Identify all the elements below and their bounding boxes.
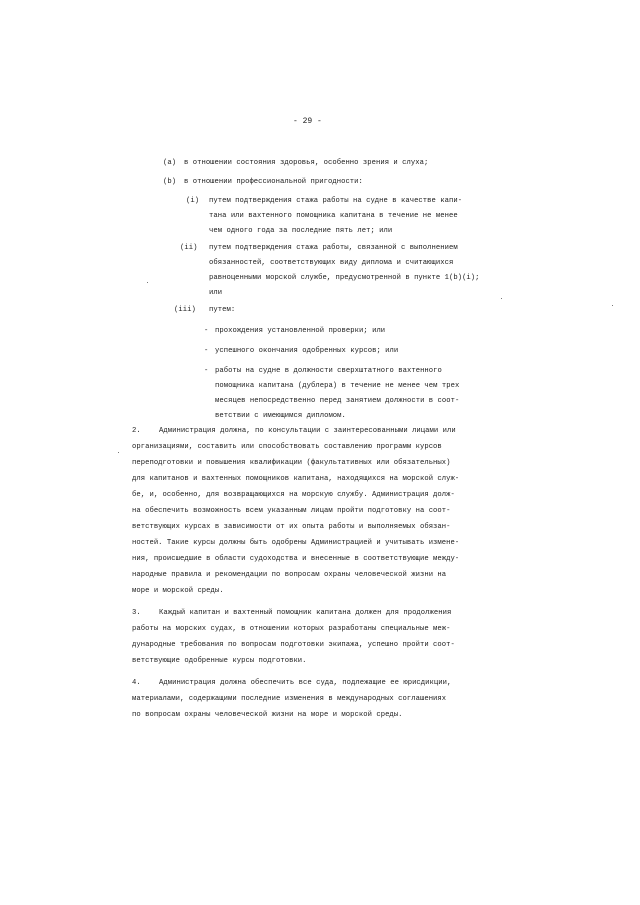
para-2-line: на обеспечить возможность всем указанным лицам пройти подготовку на соот- — [132, 507, 451, 515]
scan-speck — [501, 298, 502, 299]
para-3-number: 3. — [132, 609, 141, 617]
para-3-line: ветствующие одобренные курсы подготовки. — [132, 657, 307, 665]
para-4-line: по вопросам охраны человеческой жизни на море и морской среды. — [132, 711, 403, 719]
para-4-line: Администрация должна обеспечить все суда, подлежащие ее юрисдикции, — [159, 679, 452, 687]
para-2-line: Администрация должна, по консультации с заинтересованными лицами или — [159, 427, 456, 435]
para-3-line: работы на морских судах, в отношении которых разработаны специальные меж- — [132, 625, 451, 633]
sub-ii-line: путем подтверждения стажа работы, связанной с выполнением — [209, 244, 458, 252]
dash-item-line: работы на судне в должности сверхштатного вахтенного — [215, 367, 442, 375]
dash-marker: - — [204, 327, 209, 335]
sub-i-line: чем одного года за последние пять лет; или — [209, 227, 393, 235]
sub-ii-line: равноценными морской службе, предусмотренной в пункте 1(b)(i); — [209, 274, 480, 282]
dash-marker: - — [204, 347, 209, 355]
sub-i-line: тана или вахтенного помощника капитана в течение не менее — [209, 212, 458, 220]
dash-item-line: успешного окончания одобренных курсов; или — [215, 347, 399, 355]
para-2-line: бе, и, особенно, для возвращающихся на морскую службу. Администрация долж- — [132, 491, 455, 499]
scan-speck — [118, 452, 119, 453]
sub-ii-marker: (ii) — [180, 244, 198, 252]
para-4-number: 4. — [132, 679, 141, 687]
dash-item-line: прохождения установленной проверки; или — [215, 327, 386, 335]
page-number: - 29 - — [293, 117, 322, 126]
para-4-line: материалами, содержащими последние изменения в международных соглашениях — [132, 695, 447, 703]
item-b-text: в отношении профессиональной пригодности: — [184, 178, 363, 186]
para-2-line: для капитанов и вахтенных помощников капитана, находящихся на морской служ- — [132, 475, 460, 483]
dash-item-line: ветствии с имеющимся дипломом. — [215, 412, 346, 420]
dash-item-line: месяцев непосредственно перед занятием должности в соот- — [215, 397, 460, 405]
para-3-line: Каждый капитан и вахтенный помощник капитана должен для продолжения — [159, 609, 452, 617]
sub-iii-text: путем: — [209, 306, 236, 314]
item-b-marker: (b) — [163, 178, 177, 186]
para-2-line: народные правила и рекомендации по вопросам охраны человеческой жизни на — [132, 571, 447, 579]
para-2-line: ветствующих курсах в зависимости от их опыта работы и выполняемых обязан- — [132, 523, 451, 531]
para-3-line: дународные требования по вопросам подготовки экипажа, успешно пройти соот- — [132, 641, 455, 649]
sub-ii-line: или — [209, 289, 223, 297]
para-2-number: 2. — [132, 427, 141, 435]
scan-speck — [147, 282, 148, 283]
dash-item-line: помощника капитана (дублера) в течение не менее чем трех — [215, 382, 460, 390]
item-a-text: в отношении состояния здоровья, особенно зрения и слуха; — [184, 159, 429, 167]
sub-i-marker: (i) — [186, 197, 200, 205]
item-a-marker: (a) — [163, 159, 177, 167]
para-2-line: ния, происшедшие в области судоходства и внесенные в соответствующие между- — [132, 555, 460, 563]
scan-speck — [612, 305, 613, 306]
para-2-line: переподготовки и повышения квалификации (факультативных или обязательных) — [132, 459, 451, 467]
sub-ii-line: обязанностей, соответствующих виду диплома и считающихся — [209, 259, 454, 267]
sub-i-line: путем подтверждения стажа работы на судне в качестве капи- — [209, 197, 463, 205]
para-2-line: море и морской среды. — [132, 587, 224, 595]
sub-iii-marker: (iii) — [174, 306, 196, 314]
para-2-line: организациями, составить или способствовать составлению программ курсов — [132, 443, 442, 451]
dash-marker: - — [204, 367, 209, 375]
para-2-line: ностей. Такие курсы должны быть одобрены Администрацией и учитывать измене- — [132, 539, 460, 547]
